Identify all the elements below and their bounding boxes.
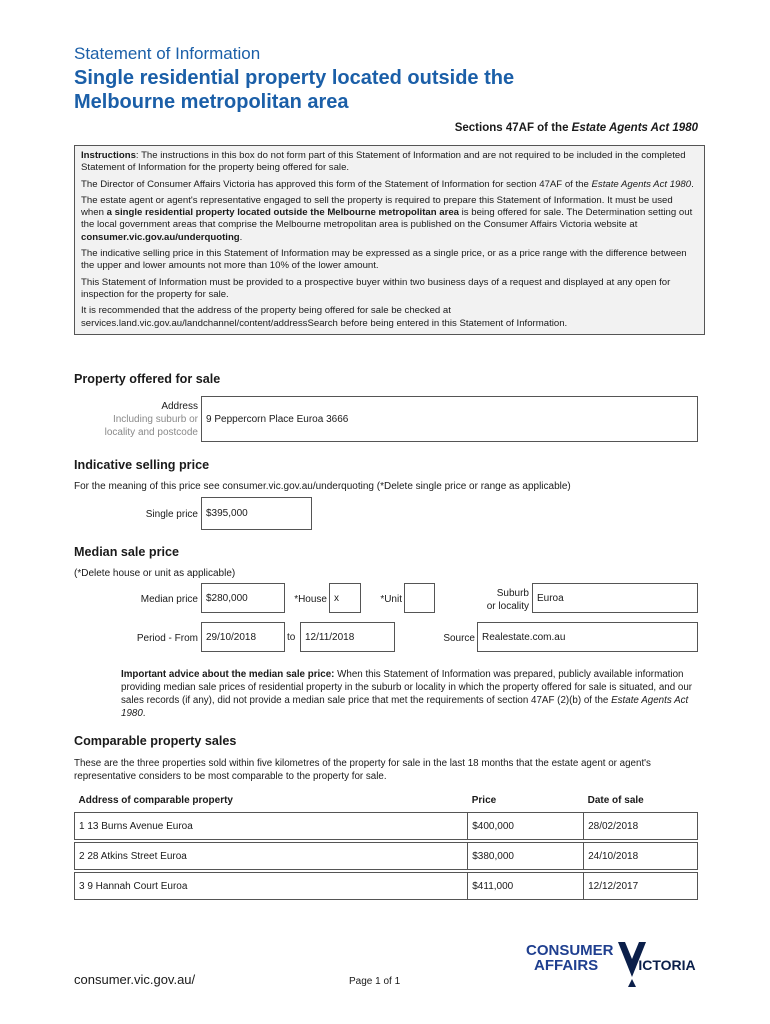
table-row	[75, 813, 698, 840]
period-to-label: to	[287, 632, 296, 643]
comparable-date[interactable]: 24/10/2018	[584, 843, 698, 870]
address-label	[60, 400, 198, 439]
page-number: Page 1 of 1	[349, 976, 401, 987]
instructions-p2-end: .	[691, 178, 694, 190]
suburb-label-line1: Suburb	[496, 588, 529, 599]
title-line-2: Melbourne metropolitan area	[74, 91, 349, 113]
advice-act: Estate Agents Act 1980	[121, 695, 689, 719]
period-from-label: Period - From	[136, 633, 198, 644]
house-label: *House	[294, 594, 327, 605]
table-row	[75, 873, 698, 900]
title-line-1: Single residential property located outside the	[74, 67, 515, 89]
comparable-date[interactable]: 28/02/2018	[584, 813, 698, 840]
instructions-p3-bold: a single residential property located outside the Melbourne metropolitan area	[106, 207, 459, 219]
col-price-header: Price	[471, 794, 497, 806]
document-type: Statement of Information	[74, 44, 261, 63]
instructions-p3-a: The estate agent or agent's representative engaged to sell the property is required to prepare this Statement of Information. It must be used when	[81, 194, 673, 219]
suburb-field[interactable]: Euroa	[532, 583, 698, 613]
comparable-table	[74, 788, 698, 900]
median-heading: Median sale price	[74, 545, 179, 559]
logo-consumer-text: CONSUMER	[526, 942, 614, 959]
col-address-header: Address of comparable property	[78, 794, 233, 806]
median-advice	[121, 668, 696, 720]
footer-url[interactable]: consumer.vic.gov.au/	[74, 972, 196, 987]
address-label-line3: locality and postcode	[104, 427, 198, 438]
logo-affairs-text: AFFAIRS	[534, 957, 599, 974]
logo-victoria-text: VICTORIA	[629, 957, 696, 973]
indicative-heading: Indicative selling price	[74, 458, 210, 472]
comparable-heading: Comparable property sales	[74, 734, 237, 748]
source-field[interactable]: Realestate.com.au	[477, 622, 698, 652]
suburb-label	[450, 587, 529, 613]
comparable-address[interactable]: 1 13 Burns Avenue Euroa	[75, 813, 468, 840]
instructions-p3-b: is being offered for sale. The Determination setting out the local government areas that comprise the Melbourne metropolitan area is published on the Consumer Affairs Victoria website at	[81, 207, 693, 231]
house-field[interactable]: x	[329, 583, 361, 613]
single-price-label: Single price	[145, 509, 198, 520]
median-note: (*Delete house or unit as applicable)	[74, 568, 236, 579]
logo-small-triangle	[628, 979, 636, 987]
sections-prefix: Sections 47AF of the	[454, 122, 572, 134]
address-field[interactable]: 9 Peppercorn Place Euroa 3666	[201, 396, 698, 442]
comparable-intro: These are the three properties sold within five kilometres of the property for sale in the last 18 months that the estate agent or agent's representative considers to be most comparable to the property for sale.	[74, 758, 651, 782]
instructions-p2-act: Estate Agents Act 1980	[591, 178, 692, 190]
instructions-p6: It is recommended that the address of the property being offered for sale be checked at services.land.vic.gov.au/landchannel/content/addressSearch before being entered in this Statement of Information.	[81, 305, 568, 329]
consumer-affairs-victoria-logo	[526, 939, 706, 999]
col-date-header: Date of sale	[587, 794, 644, 806]
instructions-p1-text: : The instructions in this box do not form part of this Statement of Information and are not required to be included in the completed Statement of Information for the property being offered for sale.	[81, 150, 686, 174]
table-row	[75, 843, 698, 870]
comparable-price[interactable]: $411,000	[468, 873, 584, 900]
instructions-lead: Instructions	[81, 150, 136, 161]
instructions-p2-text: The Director of Consumer Affairs Victoria has approved this form of the Statement of Information for section 47AF of the	[81, 178, 592, 190]
advice-end: .	[142, 708, 146, 719]
period-to-field[interactable]: 12/11/2018	[300, 622, 395, 652]
property-heading: Property offered for sale	[74, 372, 221, 386]
comparable-address[interactable]: 2 28 Atkins Street Euroa	[75, 843, 468, 870]
address-label-line2: Including suburb or	[112, 414, 198, 425]
unit-label: *Unit	[380, 594, 402, 605]
advice-lead: Important advice about the median sale price:	[121, 669, 335, 680]
document-title	[74, 66, 714, 114]
median-price-label: Median price	[140, 594, 198, 605]
period-from-field[interactable]: 29/10/2018	[201, 622, 285, 652]
instructions-p5: This Statement of Information must be provided to a prospective buyer within two business days of a request and displayed at any open for inspection for the property for sale.	[81, 276, 671, 300]
comparable-address[interactable]: 3 9 Hannah Court Euroa	[75, 873, 468, 900]
instructions-p3-link[interactable]: consumer.vic.gov.au/underquoting	[81, 231, 240, 243]
comparable-header-row	[75, 788, 698, 813]
comparable-price[interactable]: $380,000	[468, 843, 584, 870]
instructions-p1	[81, 150, 698, 175]
sections-act: Estate Agents Act 1980	[571, 122, 698, 134]
instructions-p3	[81, 195, 698, 244]
median-price-field[interactable]: $280,000	[201, 583, 285, 613]
indicative-note: For the meaning of this price see consumer.vic.gov.au/underquoting (*Delete single price or range as applicable)	[74, 481, 571, 492]
comparable-date[interactable]: 12/12/2017	[584, 873, 698, 900]
sections-reference	[455, 122, 698, 134]
advice-text: When this Statement of Information was prepared, publicly available information providing median sale prices of residential property in the suburb or locality in which the property offered for sale is situated, and our sales records (if any), did not provide a median sale price that met the requirements of section 47AF (2)(b) of the	[121, 669, 693, 706]
instructions-p2	[81, 179, 698, 191]
instructions-p4: The indicative selling price in this Statement of Information may be expressed as a single price, or as a price range with the difference between the upper and lower amounts not more than 10% of the lower amount.	[81, 248, 687, 272]
comparable-price[interactable]: $400,000	[468, 813, 584, 840]
instructions-box	[74, 145, 705, 335]
unit-field[interactable]	[404, 583, 435, 613]
suburb-label-line2: or locality	[486, 601, 529, 612]
instructions-p3-end: .	[239, 231, 243, 243]
source-label: Source	[443, 633, 475, 644]
single-price-field[interactable]: $395,000	[201, 497, 312, 530]
address-label-line1: Address	[161, 401, 198, 412]
